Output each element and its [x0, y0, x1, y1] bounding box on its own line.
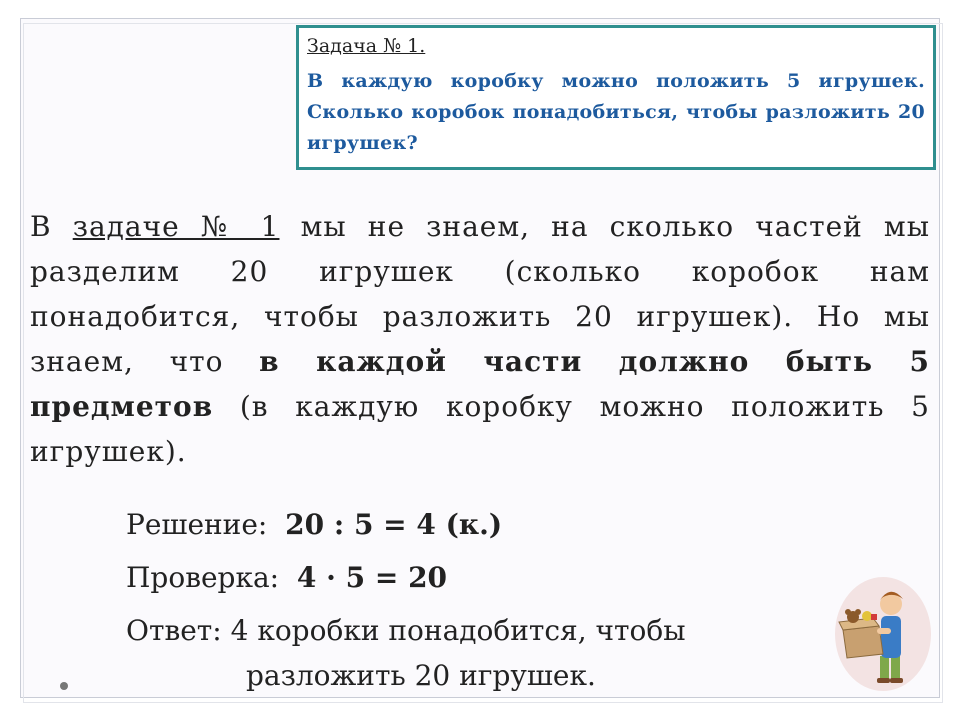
- answer-label: Ответ:: [126, 614, 222, 647]
- solution-block: [126, 502, 826, 706]
- slide-bullet-dot: [60, 682, 68, 690]
- check-row: [126, 555, 826, 608]
- explanation-text: [30, 204, 930, 474]
- explanation-part-1: В: [30, 210, 73, 243]
- answer-row-2: [126, 653, 826, 706]
- answer-row: [126, 608, 826, 653]
- task-box: [296, 25, 936, 170]
- check-expression: 4 · 5 = 20: [296, 561, 448, 594]
- solution-label: Решение:: [126, 508, 268, 541]
- answer-line-2: разложить 20 игрушек.: [246, 659, 596, 692]
- check-label: Проверка:: [126, 561, 280, 594]
- explanation-part-3: (в каждую коробку можно положить 5 игрушек).: [30, 390, 930, 468]
- answer-line-1: 4 коробки понадобится, чтобы: [230, 614, 686, 647]
- solution-expression: 20 : 5 = 4 (к.): [285, 508, 503, 541]
- explanation-part-2: мы не знаем, на сколько частей мы разделим 20 игрушек (сколько коробок нам понадобится, чтобы разложить 20 игрушек). Но мы знаем, что: [30, 210, 930, 378]
- explanation-task-reference: задаче № 1: [72, 210, 280, 243]
- boy-with-toy-box-icon: [833, 572, 933, 692]
- task-text: В каждую коробку можно положить 5 игрушек. Сколько коробок понадобиться, чтобы разложить 20 игрушек?: [307, 70, 925, 154]
- explanation-key-fact: в каждой части должно быть 5 предметов: [30, 345, 930, 423]
- task-title: Задача № 1.: [307, 35, 426, 57]
- solution-row: [126, 502, 826, 555]
